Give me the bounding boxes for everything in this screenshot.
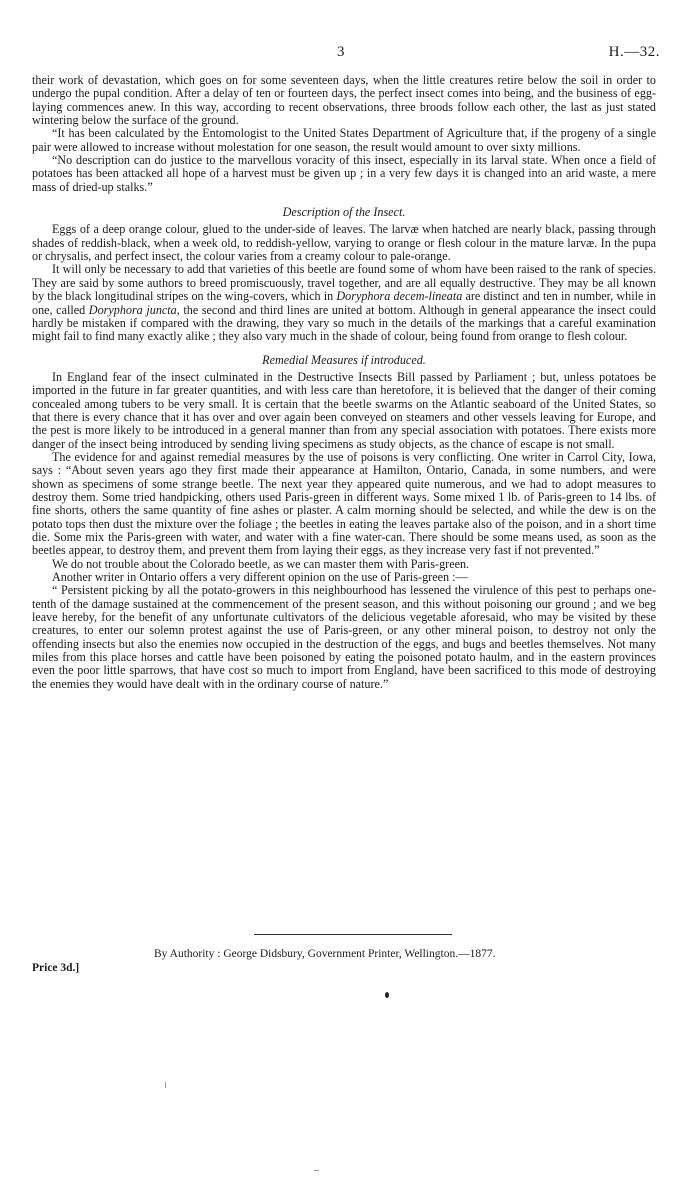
scan-speck-mark: [165, 1082, 166, 1088]
price-label: Price 3d.]: [32, 962, 80, 974]
scan-dash-mark: [314, 1170, 319, 1171]
page-number: 3: [337, 44, 345, 60]
paragraph-continuation: their work of devastation, which goes on for some seventeen days, when the little creatures retire below the soil in order to undergo the pupal condition. After a delay of ten or fourteen days, the perfect insect comes into being, and the business of egg-laying commences anew. In this way, according to recent observations, three broods follow each other, the last as just stated wintering below the surface of the ground.: [32, 73, 656, 128]
description-heading: Description of the Insect.: [282, 205, 406, 220]
species-name-decem-lineata: Doryphora decem-lineata: [336, 289, 463, 304]
paragraph-varieties: [32, 263, 656, 343]
printer-imprint: By Authority : George Didsbury, Government Printer, Wellington.—1877.: [154, 948, 496, 960]
remedial-heading: Remedial Measures if introduced.: [262, 352, 426, 367]
paragraph-england: In England fear of the insect culminated in the Destructive Insects Bill passed by Parliament ; but, unless potatoes be imported in the future in far greater quantities, and with less care than heretofore, it is believed that the danger of their coming concealed among tubers to be very small. It is certain that the beetle swarms on the Atlantic seaboard of the United States, so that there is every chance that it has over and over again been conveyed on steamers and other vessels leaving for Europe, and the pest is more likely to be introduced in a general manner than from any special association with potatoes. There exists more danger of the insect being introduced by sending living specimens as study objects, as the chance of escape is not small.: [32, 369, 656, 451]
paragraph-quote-calculation: “It has been calculated by the Entomologist to the United States Department of Agriculture that, if the progeny of a single pair were allowed to increase without molestation for one season, the result would amount to over sixty millions.: [32, 126, 656, 154]
ink-dot-mark: [385, 992, 389, 998]
species-name-juncta: Doryphora juncta: [88, 302, 177, 317]
paragraph-ontario-writer: Another writer in Ontario offers a very different opinion on the use of Paris-green :—: [52, 570, 468, 585]
paragraph-egg-description: Eggs of a deep orange colour, glued to the under-side of leaves. The larvæ when hatched are nearly black, passing through shades of reddish-black, when a week old, to reddish-yellow, varying to orange or flesh colour in the mature larvæ. In the pupa or chrysalis, and perfect insect, the colour varies from a creamy colour to pale-orange.: [32, 222, 656, 264]
page-footer: [32, 934, 656, 974]
varieties-text-3: , the second and third lines are united at bottom. Although in general appearance the insect could hardly be mistaken if compared with the drawing, they vary so much in the details of the markings that a careful examination might fail to find many exactly alike ; they also vary much in the shade of colour, being found from orange to flesh colour.: [32, 302, 656, 344]
document-code: H.—32.: [608, 44, 660, 60]
page-header: [0, 44, 700, 64]
paragraph-quote-voracity: “No description can do justice to the marvellous voracity of this insect, especially in its larval state. When once a field of potatoes has been attacked all hope of a harvest must be given up ; in a very few days it is changed into an arid waste, a mere mass of dried-up stalks.”: [32, 153, 656, 194]
paragraph-poisons-evidence: The evidence for and against remedial measures by the use of poisons is very conflicting. One writer in Carrol City, Iowa, says : “About seven years ago they first made their appearance at Hamilton, Ontario, Canada, in some numbers, and were shown as specimens of some strange beetle. The next year they appeared quite numerous, and we had to adopt measures to destroy them. Some tried handpicking, others used Paris-green in different ways. Some mixed 1 lb. of Paris-green to 14 lbs. of fine shorts, others the same quantity of fine ashes or plaster. A calm morning should be selected, and while the dew is on the potato tops then dust the mixture over the foliage ; the beetles in eating the leaves partake also of the poison, and in a short time die. Some mix the Paris-green with water, and water with a fine water-can. There should be some means used, as soon as the beetles appear, to destroy them, and prevent them from laying their eggs, as they increase very fast if not prevented.”: [32, 449, 656, 558]
footer-rule: [254, 934, 452, 935]
paragraph-persistent-picking: “ Persistent picking by all the potato-growers in this neighbourhood has lessened the virulence of this pest to perhaps one-tenth of the damage sustained at the commencement of the present season, and this without poisoning our ground ; and we beg leave hereby, for the benefit of any unfortunate cultivators of the delicious vegetable aforesaid, who may be visited by these creatures, to enter our solemn protest against the use of Paris-green, or any other mineral poison, to destroy not only the offending insects but also the enemies now occupied in the destruction of the eggs, and bugs and beetles themselves. Not many miles from this place horses and cattle have been poisoned by eating the poisoned potato haulm, and in the eastern provinces even the poor little sparrows, that have cost so much to import from England, have been sacrificed to this mode of destroying the enemies they would have dealt with in the ordinary course of nature.”: [32, 583, 656, 691]
paragraph-colorado-beetle: We do not trouble about the Colorado beetle, as we can master them with Paris-green.: [52, 556, 470, 571]
varieties-text-1: It will only be necessary to add that varieties of this beetle are found some of whom have been raised to the rank of species. They are said by some authors to breed promiscuously, travel together, and are all equally destructive. They may be all known by the black longitudinal stripes on the wing-covers, which in: [32, 262, 656, 304]
varieties-text-2: are distinct and ten in number, while in one, called: [32, 289, 656, 317]
page-body: [32, 74, 656, 691]
